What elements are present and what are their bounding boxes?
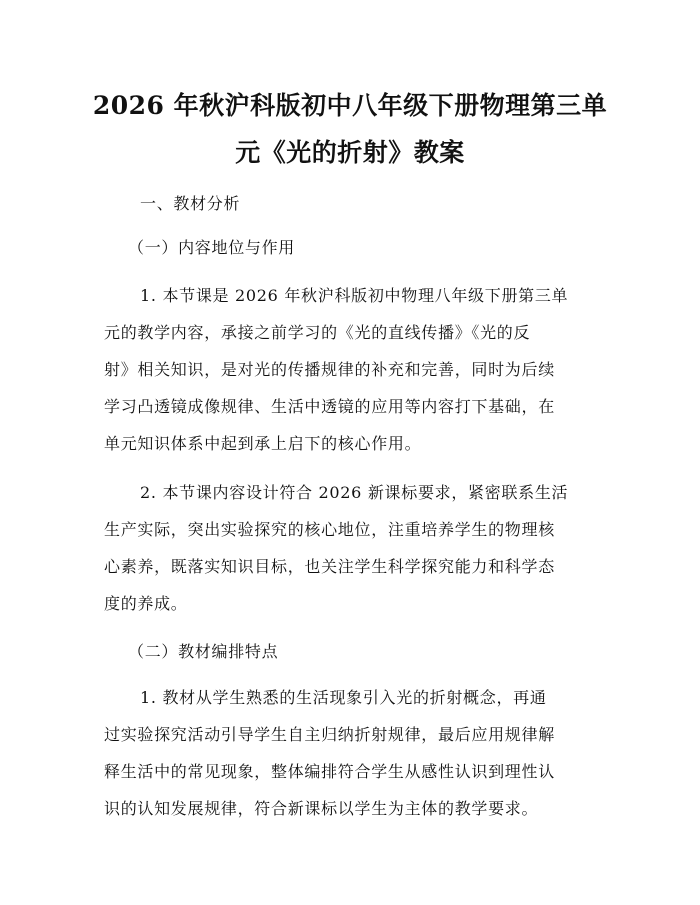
- paragraph-line: 过实验探究活动引导学生自主归纳折射规律，最后应用规律解: [104, 725, 555, 744]
- section-heading: 一、教材分析: [140, 194, 241, 213]
- paragraph-line: 2. 本节课内容设计符合 2026 新课标要求，紧密联系生活: [140, 483, 569, 502]
- paragraph-line: 1. 教材从学生熟悉的生活现象引入光的折射概念，再通: [140, 688, 547, 707]
- paragraph-line: 单元知识体系中起到承上启下的核心作用。: [104, 434, 422, 453]
- subsection-heading: （一）内容地位与作用: [128, 238, 296, 257]
- paragraph-line: 释生活中的常见现象，整体编排符合学生从感性认识到理性认: [104, 762, 555, 781]
- paragraph-line: 生产实际，突出实验探究的核心地位，注重培养学生的物理核: [104, 520, 555, 539]
- document-title-line-1: 2026 年秋沪科版初中八年级下册物理第三单: [92, 91, 608, 120]
- document-title-line-2: 元《光的折射》教案: [235, 138, 465, 167]
- paragraph-line: 射》相关知识，是对光的传播规律的补充和完善，同时为后续: [104, 360, 555, 379]
- paragraph-line: 识的认知发展规律，符合新课标以学生为主体的教学要求。: [104, 799, 539, 818]
- paragraph-line: 元的教学内容，承接之前学习的《光的直线传播》《光的反: [104, 323, 531, 342]
- paragraph-line: 度的养成。: [104, 594, 188, 613]
- paragraph-line: 1. 本节课是 2026 年秋沪科版初中物理八年级下册第三单: [140, 286, 569, 305]
- paragraph-line: 心素养，既落实知识目标，也关注学生科学探究能力和科学态: [104, 557, 555, 576]
- subsection-heading: （二）教材编排特点: [128, 642, 279, 661]
- paragraph-line: 学习凸透镜成像规律、生活中透镜的应用等内容打下基础，在: [104, 397, 555, 416]
